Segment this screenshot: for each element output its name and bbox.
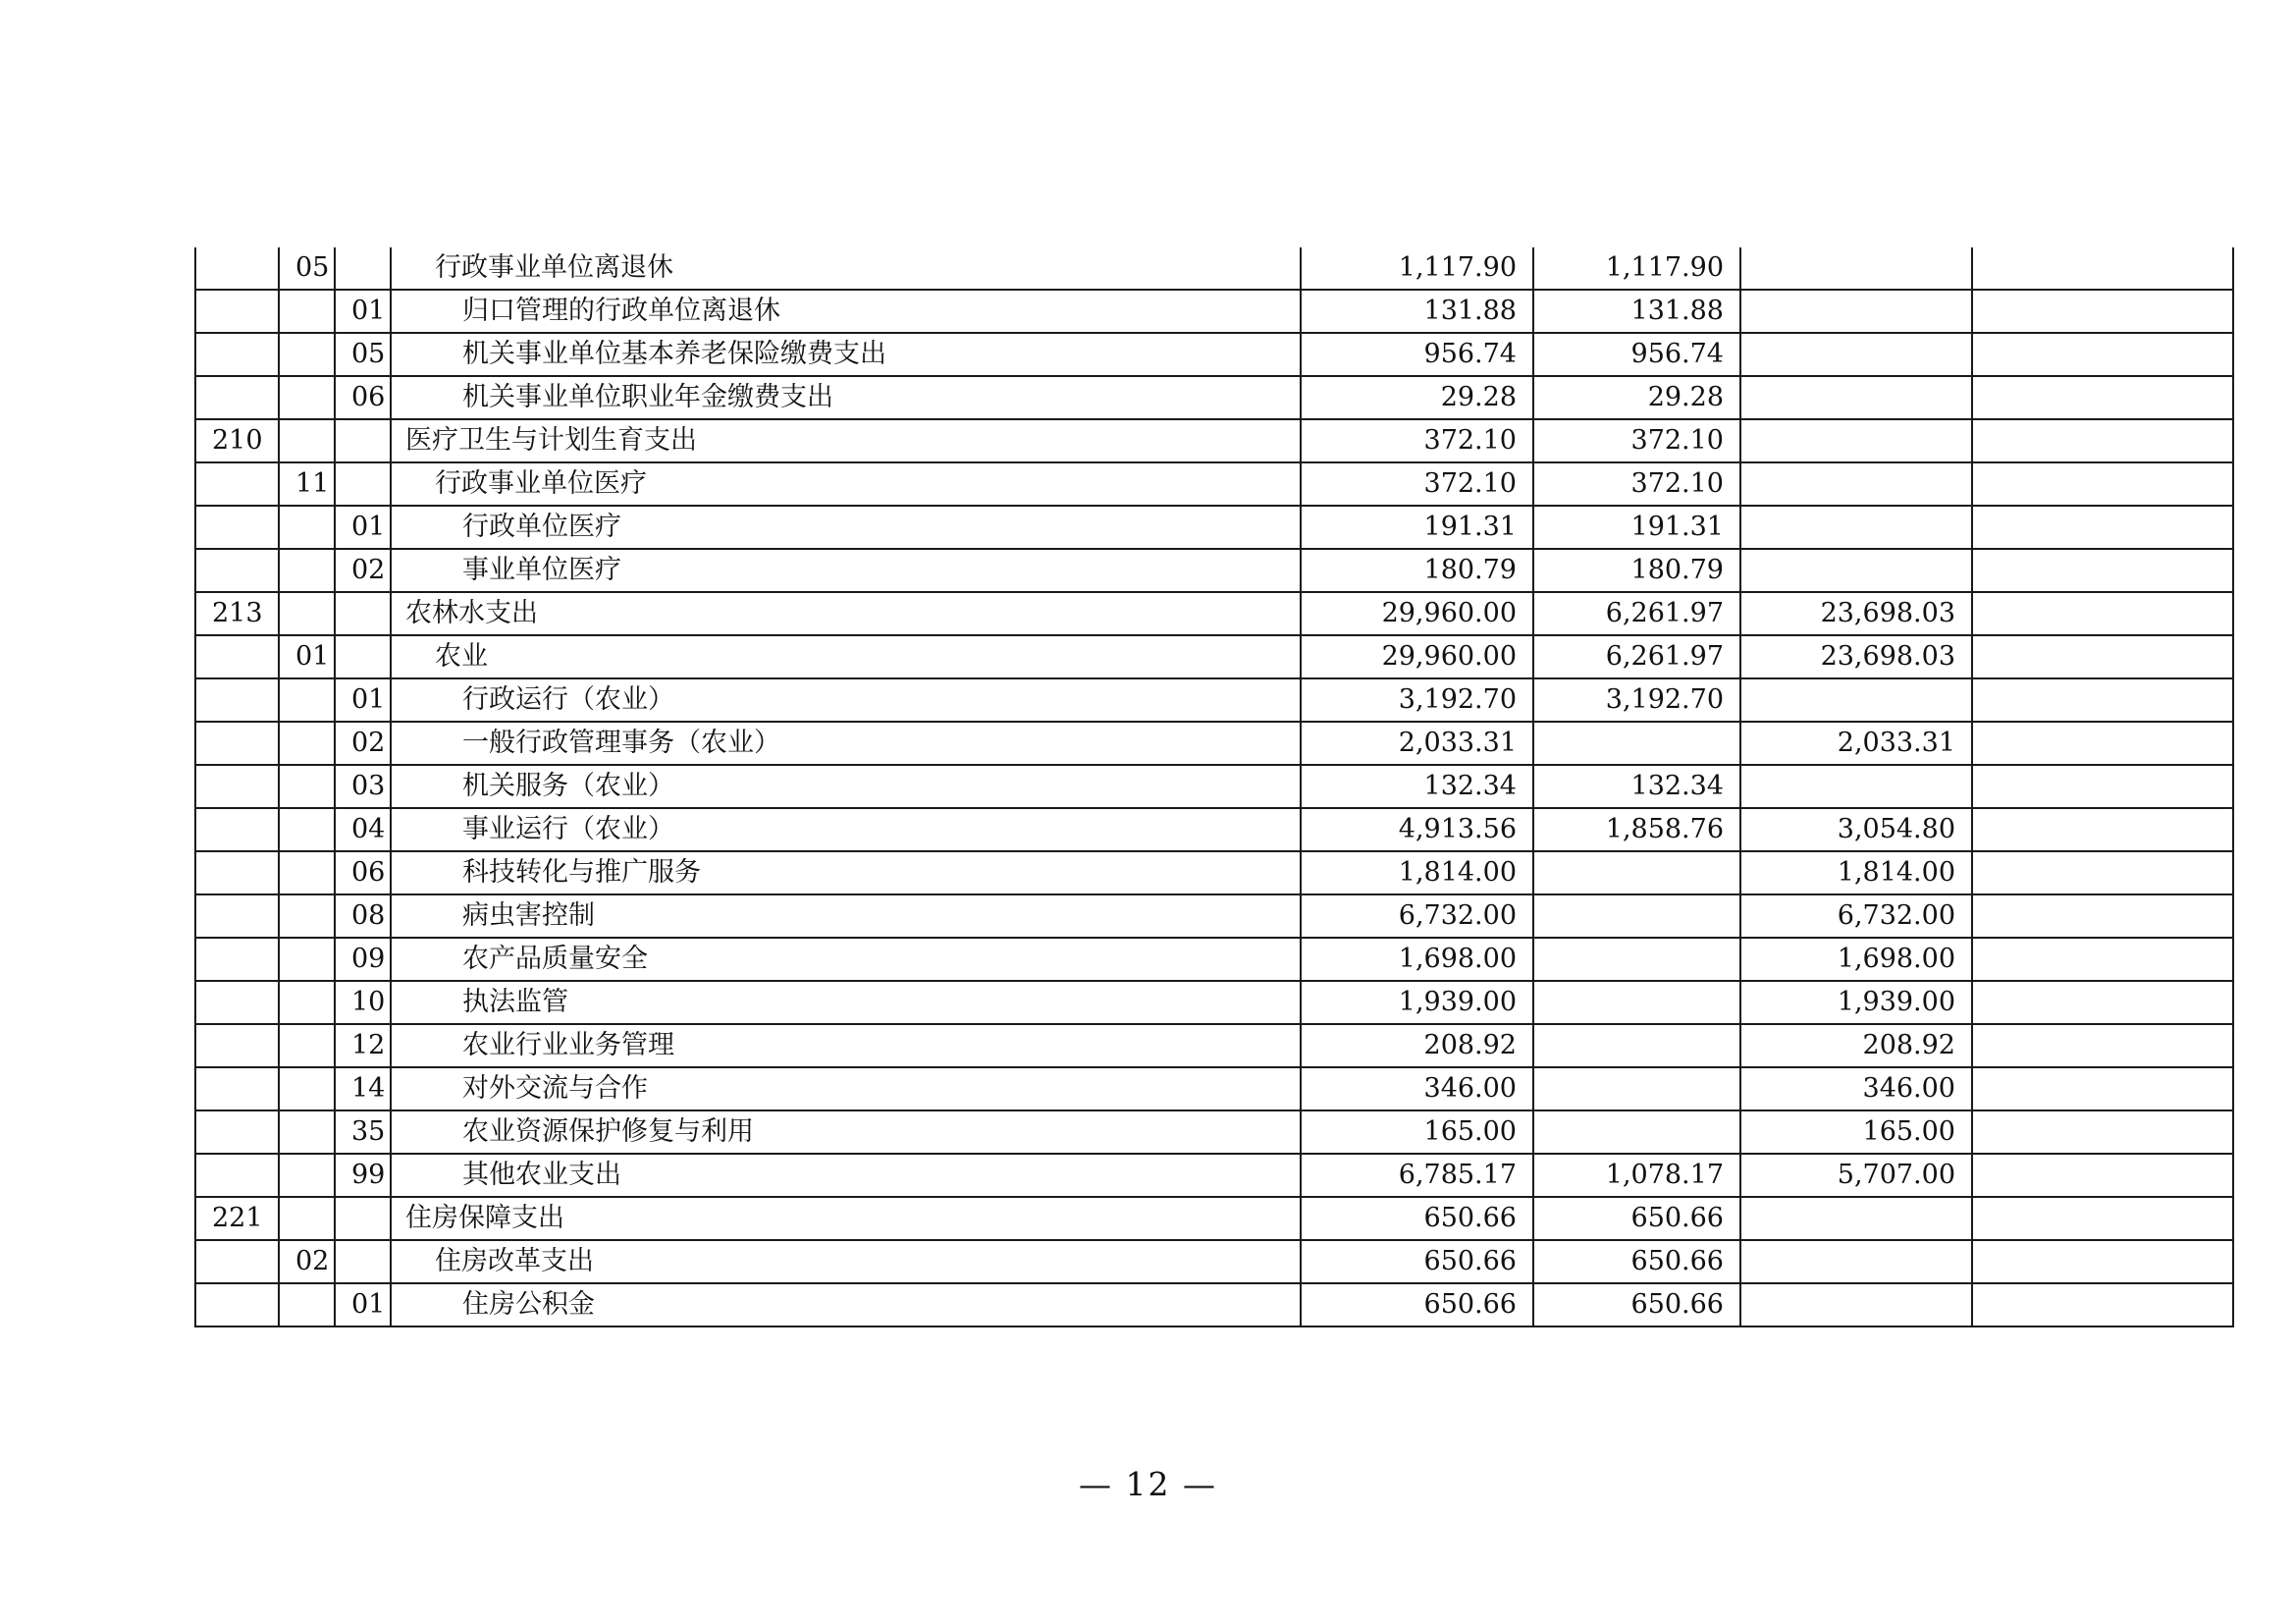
subject-name-cell: 病虫害控制 (391, 894, 1301, 938)
class-code-cell (195, 376, 279, 419)
item-code-cell (335, 462, 391, 506)
kind-code-cell (279, 894, 335, 938)
class-code-cell (195, 765, 279, 808)
project-expenditure-cell: 165.00 (1740, 1110, 1972, 1154)
other-cell (1972, 1197, 2233, 1240)
basic-expenditure-cell (1533, 1110, 1740, 1154)
class-code-cell: 221 (195, 1197, 279, 1240)
other-cell (1972, 506, 2233, 549)
class-code-cell (195, 1154, 279, 1197)
kind-code-cell (279, 1197, 335, 1240)
basic-expenditure-cell: 132.34 (1533, 765, 1740, 808)
subject-name-cell: 住房公积金 (391, 1283, 1301, 1326)
subject-name-cell: 机关事业单位职业年金缴费支出 (391, 376, 1301, 419)
total-amount-cell: 29,960.00 (1301, 635, 1533, 678)
table-row (195, 419, 2233, 462)
table-row (195, 635, 2233, 678)
other-cell (1972, 851, 2233, 894)
other-cell (1972, 1110, 2233, 1154)
class-code-cell (195, 1024, 279, 1067)
class-code-cell (195, 247, 279, 290)
basic-expenditure-cell: 191.31 (1533, 506, 1740, 549)
class-code-cell (195, 851, 279, 894)
total-amount-cell: 650.66 (1301, 1197, 1533, 1240)
table-row (195, 1240, 2233, 1283)
table-body (195, 247, 2233, 1326)
basic-expenditure-cell (1533, 1024, 1740, 1067)
basic-expenditure-cell (1533, 851, 1740, 894)
item-code-cell (335, 1197, 391, 1240)
total-amount-cell: 1,814.00 (1301, 851, 1533, 894)
other-cell (1972, 678, 2233, 722)
subject-name-cell: 执法监管 (391, 981, 1301, 1024)
total-amount-cell: 191.31 (1301, 506, 1533, 549)
table-row (195, 290, 2233, 333)
other-cell (1972, 981, 2233, 1024)
total-amount-cell: 29.28 (1301, 376, 1533, 419)
kind-code-cell (279, 1283, 335, 1326)
project-expenditure-cell: 5,707.00 (1740, 1154, 1972, 1197)
subject-name-cell: 事业单位医疗 (391, 549, 1301, 592)
class-code-cell (195, 678, 279, 722)
project-expenditure-cell (1740, 1197, 1972, 1240)
other-cell (1972, 765, 2233, 808)
other-cell (1972, 592, 2233, 635)
table-row (195, 938, 2233, 981)
class-code-cell (195, 808, 279, 851)
item-code-cell (335, 1240, 391, 1283)
table-row (195, 549, 2233, 592)
basic-expenditure-cell: 650.66 (1533, 1240, 1740, 1283)
subject-name-cell: 农业资源保护修复与利用 (391, 1110, 1301, 1154)
item-code-cell: 01 (335, 1283, 391, 1326)
total-amount-cell: 6,732.00 (1301, 894, 1533, 938)
other-cell (1972, 938, 2233, 981)
kind-code-cell: 01 (279, 635, 335, 678)
total-amount-cell: 3,192.70 (1301, 678, 1533, 722)
class-code-cell (195, 462, 279, 506)
item-code-cell: 06 (335, 851, 391, 894)
total-amount-cell: 131.88 (1301, 290, 1533, 333)
kind-code-cell (279, 549, 335, 592)
item-code-cell: 02 (335, 549, 391, 592)
basic-expenditure-cell: 1,078.17 (1533, 1154, 1740, 1197)
project-expenditure-cell (1740, 419, 1972, 462)
kind-code-cell (279, 592, 335, 635)
total-amount-cell: 29,960.00 (1301, 592, 1533, 635)
other-cell (1972, 290, 2233, 333)
project-expenditure-cell (1740, 678, 1972, 722)
other-cell (1972, 247, 2233, 290)
class-code-cell: 213 (195, 592, 279, 635)
project-expenditure-cell: 3,054.80 (1740, 808, 1972, 851)
class-code-cell (195, 1110, 279, 1154)
project-expenditure-cell: 1,939.00 (1740, 981, 1972, 1024)
kind-code-cell (279, 678, 335, 722)
subject-name-cell: 行政运行（农业） (391, 678, 1301, 722)
project-expenditure-cell (1740, 462, 1972, 506)
item-code-cell: 06 (335, 376, 391, 419)
other-cell (1972, 808, 2233, 851)
table-row (195, 1067, 2233, 1110)
kind-code-cell (279, 1154, 335, 1197)
subject-name-cell: 一般行政管理事务（农业） (391, 722, 1301, 765)
basic-expenditure-cell: 29.28 (1533, 376, 1740, 419)
item-code-cell: 99 (335, 1154, 391, 1197)
total-amount-cell: 1,939.00 (1301, 981, 1533, 1024)
other-cell (1972, 1283, 2233, 1326)
basic-expenditure-cell: 1,117.90 (1533, 247, 1740, 290)
total-amount-cell: 372.10 (1301, 419, 1533, 462)
class-code-cell (195, 1067, 279, 1110)
table-row (195, 376, 2233, 419)
table-row (195, 333, 2233, 376)
item-code-cell: 09 (335, 938, 391, 981)
item-code-cell: 01 (335, 678, 391, 722)
other-cell (1972, 419, 2233, 462)
total-amount-cell: 180.79 (1301, 549, 1533, 592)
table-row (195, 506, 2233, 549)
kind-code-cell (279, 808, 335, 851)
basic-expenditure-cell: 372.10 (1533, 419, 1740, 462)
table-row (195, 247, 2233, 290)
basic-expenditure-cell (1533, 938, 1740, 981)
total-amount-cell: 2,033.31 (1301, 722, 1533, 765)
project-expenditure-cell (1740, 1283, 1972, 1326)
project-expenditure-cell: 208.92 (1740, 1024, 1972, 1067)
class-code-cell (195, 506, 279, 549)
kind-code-cell: 02 (279, 1240, 335, 1283)
total-amount-cell: 650.66 (1301, 1240, 1533, 1283)
class-code-cell (195, 635, 279, 678)
basic-expenditure-cell: 131.88 (1533, 290, 1740, 333)
item-code-cell: 10 (335, 981, 391, 1024)
other-cell (1972, 635, 2233, 678)
total-amount-cell: 208.92 (1301, 1024, 1533, 1067)
subject-name-cell: 其他农业支出 (391, 1154, 1301, 1197)
basic-expenditure-cell: 372.10 (1533, 462, 1740, 506)
table-row (195, 722, 2233, 765)
kind-code-cell (279, 938, 335, 981)
kind-code-cell: 05 (279, 247, 335, 290)
other-cell (1972, 1240, 2233, 1283)
class-code-cell (195, 981, 279, 1024)
project-expenditure-cell (1740, 1240, 1972, 1283)
kind-code-cell (279, 981, 335, 1024)
other-cell (1972, 722, 2233, 765)
class-code-cell (195, 1283, 279, 1326)
kind-code-cell (279, 722, 335, 765)
total-amount-cell: 165.00 (1301, 1110, 1533, 1154)
basic-expenditure-cell (1533, 981, 1740, 1024)
kind-code-cell (279, 765, 335, 808)
class-code-cell (195, 894, 279, 938)
basic-expenditure-cell: 650.66 (1533, 1197, 1740, 1240)
kind-code-cell (279, 333, 335, 376)
item-code-cell (335, 635, 391, 678)
kind-code-cell (279, 1110, 335, 1154)
basic-expenditure-cell: 6,261.97 (1533, 635, 1740, 678)
item-code-cell: 03 (335, 765, 391, 808)
item-code-cell: 35 (335, 1110, 391, 1154)
project-expenditure-cell (1740, 506, 1972, 549)
project-expenditure-cell (1740, 247, 1972, 290)
subject-name-cell: 行政事业单位离退休 (391, 247, 1301, 290)
basic-expenditure-cell: 3,192.70 (1533, 678, 1740, 722)
basic-expenditure-cell (1533, 722, 1740, 765)
total-amount-cell: 956.74 (1301, 333, 1533, 376)
item-code-cell: 01 (335, 290, 391, 333)
total-amount-cell: 372.10 (1301, 462, 1533, 506)
table-row (195, 981, 2233, 1024)
item-code-cell (335, 592, 391, 635)
project-expenditure-cell: 6,732.00 (1740, 894, 1972, 938)
item-code-cell: 05 (335, 333, 391, 376)
item-code-cell: 04 (335, 808, 391, 851)
other-cell (1972, 894, 2233, 938)
subject-name-cell: 住房改革支出 (391, 1240, 1301, 1283)
project-expenditure-cell (1740, 290, 1972, 333)
page-number: — 12 — (1079, 1465, 1217, 1503)
other-cell (1972, 1067, 2233, 1110)
table-row (195, 1283, 2233, 1326)
subject-name-cell: 医疗卫生与计划生育支出 (391, 419, 1301, 462)
project-expenditure-cell (1740, 549, 1972, 592)
item-code-cell: 12 (335, 1024, 391, 1067)
other-cell (1972, 1024, 2233, 1067)
kind-code-cell (279, 1024, 335, 1067)
project-expenditure-cell: 1,814.00 (1740, 851, 1972, 894)
total-amount-cell: 650.66 (1301, 1283, 1533, 1326)
kind-code-cell (279, 376, 335, 419)
subject-name-cell: 农产品质量安全 (391, 938, 1301, 981)
total-amount-cell: 6,785.17 (1301, 1154, 1533, 1197)
table-row (195, 462, 2233, 506)
basic-expenditure-cell: 6,261.97 (1533, 592, 1740, 635)
basic-expenditure-cell: 180.79 (1533, 549, 1740, 592)
subject-name-cell: 农业 (391, 635, 1301, 678)
total-amount-cell: 4,913.56 (1301, 808, 1533, 851)
project-expenditure-cell (1740, 376, 1972, 419)
subject-name-cell: 农林水支出 (391, 592, 1301, 635)
kind-code-cell (279, 290, 335, 333)
subject-name-cell: 机关事业单位基本养老保险缴费支出 (391, 333, 1301, 376)
item-code-cell: 08 (335, 894, 391, 938)
class-code-cell (195, 333, 279, 376)
total-amount-cell: 132.34 (1301, 765, 1533, 808)
other-cell (1972, 1154, 2233, 1197)
kind-code-cell: 11 (279, 462, 335, 506)
basic-expenditure-cell (1533, 894, 1740, 938)
table-row (195, 1110, 2233, 1154)
class-code-cell (195, 549, 279, 592)
table-row (195, 894, 2233, 938)
basic-expenditure-cell: 1,858.76 (1533, 808, 1740, 851)
subject-name-cell: 行政事业单位医疗 (391, 462, 1301, 506)
table-row (195, 1154, 2233, 1197)
kind-code-cell (279, 506, 335, 549)
project-expenditure-cell: 23,698.03 (1740, 635, 1972, 678)
total-amount-cell: 346.00 (1301, 1067, 1533, 1110)
subject-name-cell: 对外交流与合作 (391, 1067, 1301, 1110)
kind-code-cell (279, 1067, 335, 1110)
project-expenditure-cell: 346.00 (1740, 1067, 1972, 1110)
project-expenditure-cell (1740, 765, 1972, 808)
table-row (195, 592, 2233, 635)
subject-name-cell: 机关服务（农业） (391, 765, 1301, 808)
table-row (195, 808, 2233, 851)
project-expenditure-cell: 2,033.31 (1740, 722, 1972, 765)
class-code-cell (195, 1240, 279, 1283)
kind-code-cell (279, 851, 335, 894)
item-code-cell: 02 (335, 722, 391, 765)
table-row (195, 678, 2233, 722)
subject-name-cell: 归口管理的行政单位离退休 (391, 290, 1301, 333)
item-code-cell (335, 247, 391, 290)
class-code-cell (195, 722, 279, 765)
basic-expenditure-cell (1533, 1067, 1740, 1110)
subject-name-cell: 行政单位医疗 (391, 506, 1301, 549)
item-code-cell: 14 (335, 1067, 391, 1110)
table-row (195, 851, 2233, 894)
subject-name-cell: 农业行业业务管理 (391, 1024, 1301, 1067)
other-cell (1972, 333, 2233, 376)
basic-expenditure-cell: 650.66 (1533, 1283, 1740, 1326)
class-code-cell: 210 (195, 419, 279, 462)
table-row (195, 765, 2233, 808)
budget-expenditure-table (194, 247, 2234, 1327)
other-cell (1972, 376, 2233, 419)
total-amount-cell: 1,698.00 (1301, 938, 1533, 981)
basic-expenditure-cell: 956.74 (1533, 333, 1740, 376)
item-code-cell: 01 (335, 506, 391, 549)
subject-name-cell: 事业运行（农业） (391, 808, 1301, 851)
class-code-cell (195, 290, 279, 333)
project-expenditure-cell: 1,698.00 (1740, 938, 1972, 981)
other-cell (1972, 549, 2233, 592)
item-code-cell (335, 419, 391, 462)
total-amount-cell: 1,117.90 (1301, 247, 1533, 290)
table-row (195, 1024, 2233, 1067)
subject-name-cell: 科技转化与推广服务 (391, 851, 1301, 894)
project-expenditure-cell (1740, 333, 1972, 376)
kind-code-cell (279, 419, 335, 462)
class-code-cell (195, 938, 279, 981)
project-expenditure-cell: 23,698.03 (1740, 592, 1972, 635)
subject-name-cell: 住房保障支出 (391, 1197, 1301, 1240)
other-cell (1972, 462, 2233, 506)
table-row (195, 1197, 2233, 1240)
